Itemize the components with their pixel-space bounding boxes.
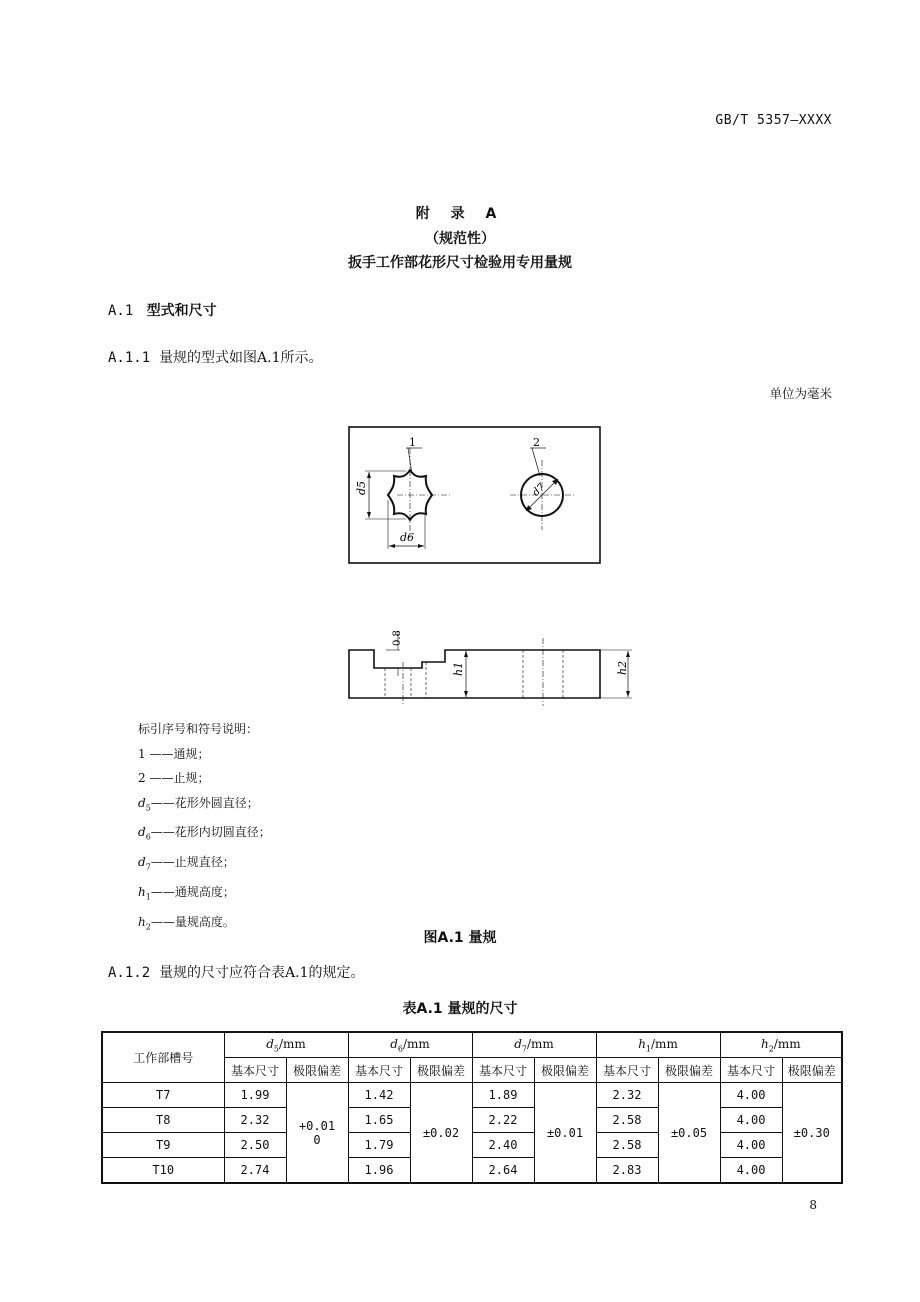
paragraph-a11	[108, 347, 323, 367]
section-number: A.1	[108, 303, 134, 319]
subheader-tolerance: 极限偏差	[286, 1058, 348, 1083]
cell-h1: 2.83	[596, 1158, 658, 1184]
header-slot: 工作部槽号	[102, 1032, 224, 1083]
cell-h1: 2.58	[596, 1133, 658, 1158]
cell-h2: 4.00	[720, 1133, 782, 1158]
figure-legend	[138, 717, 271, 940]
cell-d7: 2.40	[472, 1133, 534, 1158]
gauge-side-view	[340, 628, 640, 710]
dim-d6-label: d6	[400, 531, 415, 544]
cell-d6: 1.96	[348, 1158, 410, 1184]
header-h1: $h_1/mm$	[596, 1032, 720, 1058]
dim-d5-label: d5	[355, 480, 368, 495]
gauge-side-outline	[349, 650, 600, 698]
section-title: 型式和尺寸	[146, 303, 217, 319]
standard-code: GB/T 5357—XXXX	[715, 113, 832, 128]
cell-d6: 1.65	[348, 1108, 410, 1133]
paragraph-text: 量规的型式如图A.1所示。	[159, 350, 323, 366]
gauge-dimension-table	[101, 1031, 843, 1184]
dim-h1-label: h1	[452, 661, 465, 676]
table-row	[102, 1158, 842, 1184]
paragraph-number: A.1.1	[108, 350, 151, 366]
cell-d5: 1.99	[224, 1083, 286, 1108]
legend-item: $h_1——$通规高度；	[138, 885, 235, 902]
callout-1: 1	[409, 436, 416, 449]
cell-d6-tolerance: ±0.02	[410, 1083, 472, 1184]
unit-note: 单位为毫米	[769, 386, 832, 401]
legend-item: 2 ——止规；	[138, 771, 210, 785]
subheader-tolerance: 极限偏差	[658, 1058, 720, 1083]
header-d7: $d_7/mm$	[472, 1032, 596, 1058]
legend-heading: 标引序号和符号说明：	[138, 722, 259, 736]
cell-d6: 1.42	[348, 1083, 410, 1108]
subheader-tolerance: 极限偏差	[782, 1058, 842, 1083]
subheader-basic: 基本尺寸	[720, 1058, 782, 1083]
legend-item: $d_6——$花形内切圆直径；	[138, 825, 271, 842]
cell-h1: 2.32	[596, 1083, 658, 1108]
cell-slot: T10	[102, 1158, 224, 1184]
cell-h1-tolerance: ±0.05	[658, 1083, 720, 1184]
cell-slot: T8	[102, 1108, 224, 1133]
subheader-basic: 基本尺寸	[224, 1058, 286, 1083]
cell-d7: 1.89	[472, 1083, 534, 1108]
subheader-basic: 基本尺寸	[348, 1058, 410, 1083]
table-row	[102, 1083, 842, 1108]
dim-0-8-label: 0.8	[392, 630, 403, 646]
subheader-tolerance: 极限偏差	[534, 1058, 596, 1083]
callout-2: 2	[533, 436, 540, 449]
gauge-top-view	[340, 420, 610, 570]
paragraph-number: A.1.2	[108, 965, 151, 981]
section-a1-heading	[108, 300, 217, 320]
cell-h1: 2.58	[596, 1108, 658, 1133]
cell-d5: 2.50	[224, 1133, 286, 1158]
cell-d5: 2.74	[224, 1158, 286, 1184]
annex-subject: 扳手工作部花形尺寸检验用专用量规	[348, 255, 572, 271]
paragraph-text: 量规的尺寸应符合表A.1的规定。	[159, 965, 365, 981]
cell-d7: 2.22	[472, 1108, 534, 1133]
cell-h2: 4.00	[720, 1108, 782, 1133]
legend-item: $d_5——$花形外圆直径；	[138, 795, 259, 812]
subheader-basic: 基本尺寸	[472, 1058, 534, 1083]
cell-h2-tolerance: ±0.30	[782, 1083, 842, 1184]
legend-item: $d_7——$止规直径；	[138, 855, 235, 872]
header-d5: $d_5/mm$	[224, 1032, 348, 1058]
legend-item: 1 ——通规；	[138, 746, 210, 761]
page-number: 8	[809, 1198, 817, 1212]
cell-h2: 4.00	[720, 1158, 782, 1184]
cell-slot: T7	[102, 1083, 224, 1108]
legend-item: $h_2——$量规高度。	[138, 915, 235, 932]
paragraph-a12	[108, 962, 365, 982]
dim-d7-label: d7	[530, 481, 548, 499]
cell-d7: 2.64	[472, 1158, 534, 1184]
subheader-basic: 基本尺寸	[596, 1058, 658, 1083]
dim-h2-label: h2	[616, 660, 629, 675]
cell-d6: 1.79	[348, 1133, 410, 1158]
cell-d7-tolerance: ±0.01	[534, 1083, 596, 1184]
table-caption: 表A.1 量规的尺寸	[402, 1001, 518, 1017]
subheader-tolerance: 极限偏差	[410, 1058, 472, 1083]
cell-h2: 4.00	[720, 1083, 782, 1108]
header-d6: $d_6/mm$	[348, 1032, 472, 1058]
cell-d5-tolerance: +0.01 0	[286, 1083, 348, 1184]
table-row	[102, 1108, 842, 1133]
cell-slot: T9	[102, 1133, 224, 1158]
cell-d5: 2.32	[224, 1108, 286, 1133]
figure-caption: 图A.1 量规	[423, 930, 497, 946]
annex-title: 附 录 A	[415, 206, 505, 222]
header-h2: $h_2/mm$	[720, 1032, 842, 1058]
annex-nature: （规范性）	[425, 231, 495, 247]
table-row	[102, 1133, 842, 1158]
